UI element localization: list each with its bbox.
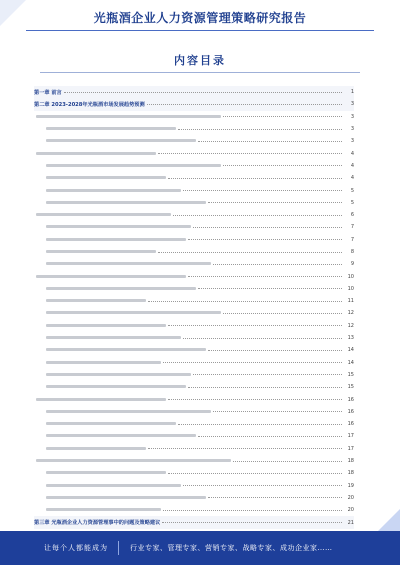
illegible-text-placeholder [46, 434, 196, 437]
toc-entry-label [46, 249, 156, 255]
toc-page-number: 20 [347, 507, 354, 514]
table-of-contents [34, 86, 354, 566]
toc-page-number: 16 [347, 421, 354, 428]
toc-leader-dots [223, 313, 342, 314]
toc-leader-dots [162, 522, 342, 523]
toc-page-number: 7 [350, 236, 354, 243]
toc-page-number: 14 [347, 347, 354, 354]
toc-entry-row[interactable] [34, 443, 354, 455]
illegible-text-placeholder [46, 508, 161, 511]
toc-entry-label [46, 138, 196, 144]
toc-leader-dots [213, 411, 342, 412]
toc-entry-label [46, 446, 146, 452]
toc-leader-dots [198, 288, 342, 289]
toc-leader-dots [148, 448, 342, 449]
toc-entry-label [46, 224, 191, 230]
toc-leader-dots [158, 153, 342, 154]
toc-entry-label [46, 261, 211, 267]
toc-entry-label [36, 151, 156, 157]
toc-entry-row[interactable] [34, 172, 354, 184]
toc-entry-row[interactable] [34, 197, 354, 209]
toc-page-number: 13 [347, 335, 354, 342]
toc-entry-label [46, 323, 166, 329]
toc-entry-row[interactable] [34, 357, 354, 369]
toc-page-number: 4 [350, 175, 354, 182]
toc-entry-label [46, 372, 191, 378]
toc-page-number: 15 [347, 371, 354, 378]
toc-entry-label [46, 335, 181, 341]
illegible-text-placeholder [46, 361, 161, 364]
toc-entry-row[interactable] [34, 283, 354, 295]
toc-entry-row[interactable] [34, 406, 354, 418]
toc-leader-dots [64, 92, 342, 93]
illegible-text-placeholder [36, 213, 171, 216]
illegible-text-placeholder [46, 189, 181, 192]
illegible-text-placeholder [46, 348, 206, 351]
toc-entry-label [46, 126, 176, 132]
footer-slogan-left: 让每个人都能成为 [44, 544, 108, 552]
toc-page-number: 21 [347, 519, 354, 526]
toc-leader-dots [148, 301, 342, 302]
toc-entry-row[interactable] [34, 307, 354, 319]
toc-page-number: 18 [347, 458, 354, 465]
toc-leader-dots [188, 239, 342, 240]
illegible-text-placeholder [46, 250, 156, 253]
footer-band [0, 531, 400, 565]
toc-page-number: 11 [347, 298, 354, 305]
toc-page-number: 1 [350, 89, 354, 96]
toc-leader-dots [188, 387, 342, 388]
toc-entry-label [46, 384, 186, 390]
toc-leader-dots [168, 399, 342, 400]
illegible-text-placeholder [46, 385, 186, 388]
toc-leader-dots [183, 485, 342, 486]
toc-entry-label [46, 483, 181, 489]
toc-entry-label [46, 188, 181, 194]
toc-page-number: 18 [347, 470, 354, 477]
illegible-text-placeholder [46, 201, 206, 204]
illegible-text-placeholder [46, 176, 166, 179]
toc-entry-row[interactable] [34, 246, 354, 258]
toc-page-number: 6 [350, 212, 354, 219]
illegible-text-placeholder [46, 484, 181, 487]
toc-page-number: 16 [347, 408, 354, 415]
toc-leader-dots [198, 436, 342, 437]
toc-page-number: 8 [350, 249, 354, 255]
illegible-text-placeholder [46, 447, 146, 450]
toc-page-number: 3 [350, 101, 354, 108]
toc-entry-row[interactable] [34, 320, 354, 332]
toc-leader-dots [208, 350, 342, 351]
toc-entry-row[interactable] [34, 369, 354, 381]
illegible-text-placeholder [46, 262, 211, 265]
illegible-text-placeholder [46, 299, 146, 302]
toc-page-number: 17 [347, 445, 354, 452]
toc-entry-row[interactable] [34, 123, 354, 135]
toc-leader-dots [183, 190, 342, 191]
toc-entry-label [46, 163, 221, 169]
toc-leader-dots [198, 141, 342, 142]
illegible-text-placeholder [46, 324, 166, 327]
toc-entry-row[interactable] [34, 381, 354, 393]
toc-page-number: 9 [350, 261, 354, 268]
illegible-text-placeholder [46, 287, 196, 290]
toc-entry-label [46, 237, 186, 243]
toc-entry-row[interactable] [34, 209, 354, 221]
toc-entry-row[interactable] [34, 295, 354, 307]
illegible-text-placeholder [46, 373, 191, 376]
illegible-text-placeholder [46, 471, 166, 474]
toc-leader-dots [173, 215, 342, 216]
illegible-text-placeholder [46, 496, 206, 499]
toc-leader-dots [158, 252, 342, 253]
toc-entry-label [36, 397, 166, 403]
toc-chapter-row[interactable] [34, 516, 354, 528]
toc-entry-row[interactable] [34, 258, 354, 270]
toc-entry-label [46, 286, 196, 292]
illegible-text-placeholder [46, 127, 176, 130]
toc-page-number: 3 [350, 138, 354, 145]
toc-entry-row[interactable] [34, 332, 354, 344]
footer-corner-decoration [378, 509, 400, 531]
footer-divider [118, 541, 119, 555]
illegible-text-placeholder [46, 238, 186, 241]
illegible-text-placeholder [46, 311, 221, 314]
toc-entry-label [36, 458, 231, 464]
toc-entry-label [46, 507, 161, 513]
toc-entry-label: 第三章 光瓶酒企业人力资源管理事中的问题及策略建议 [34, 520, 161, 527]
illegible-text-placeholder [36, 152, 156, 155]
toc-entry-label [46, 360, 161, 366]
toc-page-number: 12 [347, 322, 354, 329]
illegible-text-placeholder [46, 225, 191, 228]
illegible-text-placeholder [36, 115, 221, 118]
toc-entry-label [46, 495, 206, 501]
toc-leader-dots [178, 424, 342, 425]
header-band [0, 0, 400, 34]
toc-page-number: 20 [347, 494, 354, 501]
illegible-text-placeholder [46, 336, 181, 339]
illegible-text-placeholder [36, 398, 166, 401]
toc-entry-row[interactable] [34, 135, 354, 147]
toc-entry-row[interactable] [34, 492, 354, 504]
toc-page-number: 10 [347, 285, 354, 292]
toc-leader-dots [168, 473, 342, 474]
toc-entry-label: 第一章 前言 [34, 89, 62, 96]
toc-leader-dots [193, 374, 342, 375]
toc-entry-label [36, 212, 171, 218]
toc-page-number: 5 [350, 199, 354, 206]
toc-page-number: 3 [350, 113, 354, 120]
illegible-text-placeholder [36, 459, 231, 462]
toc-page-number: 17 [347, 433, 354, 440]
toc-page-number: 7 [350, 224, 354, 231]
toc-entry-row[interactable] [34, 430, 354, 442]
illegible-text-placeholder [36, 275, 186, 278]
toc-chapter-row[interactable] [34, 98, 354, 110]
toc-entry-row[interactable] [34, 455, 354, 467]
toc-title-divider [40, 72, 360, 73]
toc-entry-label [46, 409, 211, 415]
toc-entry-row[interactable] [34, 393, 354, 405]
toc-entry-label [46, 200, 206, 206]
illegible-text-placeholder [46, 164, 221, 167]
toc-leader-dots [213, 264, 342, 265]
toc-leader-dots [208, 202, 342, 203]
toc-leader-dots [147, 104, 342, 105]
toc-entry-label [46, 470, 166, 476]
toc-entry-row[interactable] [34, 270, 354, 282]
toc-entry-row[interactable] [34, 344, 354, 356]
toc-entry-row[interactable] [34, 147, 354, 159]
toc-page-number: 5 [350, 187, 354, 194]
toc-page-number: 4 [350, 150, 354, 157]
toc-page-number: 19 [347, 482, 354, 489]
toc-page-number: 3 [350, 126, 354, 133]
footer-slogan-right: 行业专家、管理专家、营销专家、战略专家、成功企业家…… [130, 544, 333, 552]
toc-leader-dots [168, 178, 342, 179]
toc-leader-dots [183, 338, 342, 339]
header-divider [26, 30, 374, 31]
toc-entry-row[interactable] [34, 467, 354, 479]
toc-entry-row[interactable] [34, 418, 354, 430]
toc-leader-dots [233, 461, 342, 462]
toc-leader-dots [168, 325, 342, 326]
toc-leader-dots [223, 165, 342, 166]
toc-leader-dots [223, 116, 342, 117]
toc-entry-label [36, 274, 186, 280]
illegible-text-placeholder [46, 410, 211, 413]
toc-leader-dots [163, 362, 342, 363]
toc-entry-row[interactable] [34, 111, 354, 123]
toc-entry-row[interactable] [34, 184, 354, 196]
toc-leader-dots [178, 129, 342, 130]
toc-entry-label: 第二章 2023-2028年光瓶酒市场发展趋势预测 [34, 101, 145, 108]
toc-page-number: 10 [347, 273, 354, 280]
toc-title: 内容目录 [174, 54, 226, 67]
toc-page-number: 16 [347, 396, 354, 403]
toc-entry-label [36, 114, 221, 120]
illegible-text-placeholder [46, 139, 196, 142]
toc-page-number: 12 [347, 310, 354, 317]
toc-leader-dots [208, 497, 342, 498]
toc-leader-dots [163, 510, 342, 511]
toc-entry-row[interactable] [34, 234, 354, 246]
toc-entry-row[interactable] [34, 160, 354, 172]
toc-entry-row[interactable] [34, 221, 354, 233]
toc-leader-dots [193, 227, 342, 228]
toc-entry-label [46, 298, 146, 304]
toc-page-number: 15 [347, 384, 354, 391]
toc-entry-label [46, 175, 166, 181]
toc-entry-label [46, 347, 206, 353]
toc-entry-label [46, 433, 196, 439]
report-title: 光瓶酒企业人力资源管理策略研究报告 [93, 11, 307, 25]
toc-entry-row[interactable] [34, 480, 354, 492]
toc-entry-label [46, 421, 176, 427]
toc-page-number: 14 [347, 359, 354, 366]
toc-entry-row[interactable] [34, 504, 354, 516]
illegible-text-placeholder [46, 422, 176, 425]
toc-entry-label [46, 310, 221, 316]
toc-leader-dots [188, 276, 342, 277]
toc-page-number: 4 [350, 162, 354, 169]
toc-chapter-row[interactable] [34, 86, 354, 98]
